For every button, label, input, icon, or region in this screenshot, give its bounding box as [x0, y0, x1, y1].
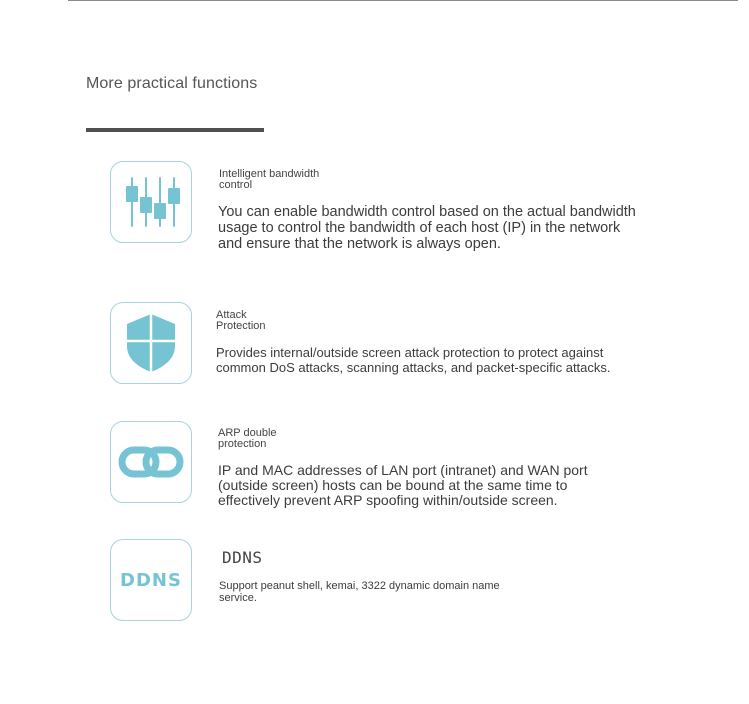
top-divider: [68, 0, 738, 1]
shield-icon: [110, 302, 192, 384]
equalizer-sliders-icon: [110, 161, 192, 243]
feature-description: Support peanut shell, kemai, 3322 dynamic domain name service.: [219, 580, 500, 604]
ddns-icon: [110, 539, 192, 621]
feature-title: DDNS: [222, 548, 263, 567]
feature-title: ARP double protection: [218, 427, 277, 450]
chain-link-icon: [110, 421, 192, 503]
feature-description: IP and MAC addresses of LAN port (intranet) and WAN port (outside screen) hosts can be bound at the same time to effectively prevent ARP spoofing within/outside screen.: [218, 462, 588, 508]
heading-underline: [86, 128, 264, 132]
feature-title: Attack Protection: [216, 309, 266, 332]
feature-description: Provides internal/outside screen attack protection to protect against common DoS attacks, scanning attacks, and packet-specific attacks.: [216, 345, 611, 375]
ddns-icon-label: DDNS: [120, 569, 182, 591]
feature-description: You can enable bandwidth control based on the actual bandwidth usage to control the bandwidth of each host (IP) in the network and ensure that the network is always open.: [218, 204, 636, 252]
section-heading: More practical functions: [86, 75, 258, 92]
feature-title: Intelligent bandwidth control: [219, 168, 320, 191]
